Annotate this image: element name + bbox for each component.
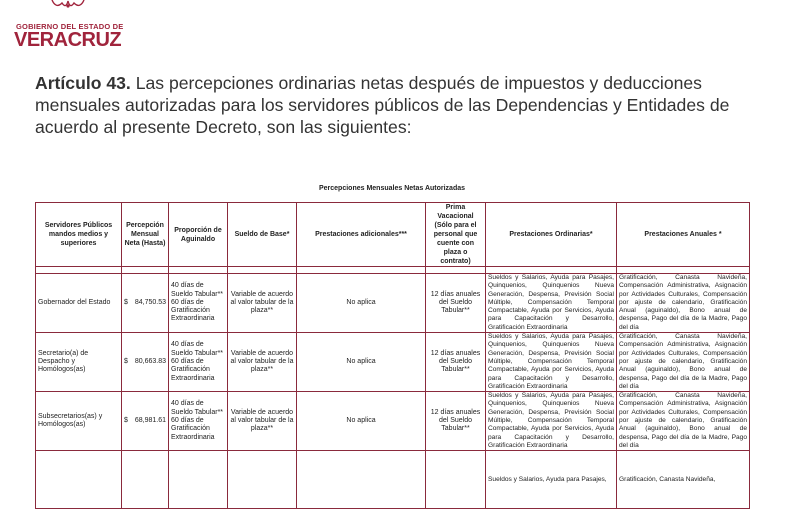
table-row bbox=[36, 451, 750, 509]
veracruz-logo bbox=[14, 0, 124, 50]
cell-currency: $ bbox=[124, 298, 128, 306]
cell-ordinarias: Sueldos y Salarios, Ayuda para Pasajes, Quinquenios, Quinquenios Nueva Generación, Despensa, Previsión Social Múltiple, Compensación Temporal Compactable, Ayuda por Servicios, Ayuda para Capacitación y Desarrollo, Gratificación Extraordinaria bbox=[486, 333, 617, 392]
state-emblem-icon bbox=[48, 0, 88, 10]
cell-adicionales: No aplica bbox=[297, 333, 426, 392]
article-43-paragraph bbox=[35, 72, 770, 138]
cell-position: Secretario(a) de Despacho y Homólogos(as) bbox=[36, 333, 122, 392]
cell-sueldo: Variable de acuerdo al valor tabular de la plaza** bbox=[228, 392, 297, 451]
cell-amount-value: 84,750.53 bbox=[134, 298, 166, 306]
table-spacer-row bbox=[36, 267, 750, 274]
cell-amount bbox=[122, 392, 169, 451]
cell-prima: 12 días anuales del Sueldo Tabular** bbox=[426, 392, 486, 451]
cell-anuales: Gratificación, Canasta Navideña, Compensación Administrativa, Asignación por Actividades Culturales, Compensación por ajuste de calendario, Gratificación Anual (aguinaldo), Bono anual de despensa, Pago del día de la Madre, Pago del día bbox=[617, 333, 750, 392]
cell-currency: $ bbox=[124, 417, 128, 425]
cell-ordinarias: Sueldos y Salarios, Ayuda para Pasajes, Quinquenios, Quinquenios Nueva Generación, Despensa, Previsión Social Múltiple, Compensación Temporal Compactable, Ayuda por Servicios, Ayuda para Capacitación y Desarrollo, Gratificación Extraordinaria bbox=[486, 392, 617, 451]
table-row bbox=[36, 274, 750, 333]
logo-government-text: GOBIERNO DEL ESTADO DE bbox=[16, 22, 124, 31]
cell-aguinaldo: 40 días de Sueldo Tabular** 60 días de Gratificación Extraordinaria bbox=[169, 333, 228, 392]
cell-amount-value: 80,663.83 bbox=[134, 357, 166, 365]
header-sueldo-base: Sueldo de Base* bbox=[228, 203, 297, 267]
table-row bbox=[36, 333, 750, 392]
cell-position: Subsecretarios(as) y Homólogos(as) bbox=[36, 392, 122, 451]
cell-prima: 12 días anuales del Sueldo Tabular** bbox=[426, 274, 486, 333]
table-row bbox=[36, 392, 750, 451]
cell-sueldo: Variable de acuerdo al valor tabular de la plaza** bbox=[228, 333, 297, 392]
cell-anuales: Gratificación, Canasta Navideña, Compensación Administrativa, Asignación por Actividades Culturales, Compensación por ajuste de calendario, Gratificación Anual (aguinaldo), Bono anual de despensa, Pago del día de la Madre, Pago del día bbox=[617, 274, 750, 333]
article-text: Las percepciones ordinarias netas después de impuestos y deducciones mensuales autorizadas para los servidores públicos de las Dependencias y Entidades de acuerdo al presente Decreto, son las siguientes: bbox=[35, 73, 730, 137]
logo-state-name: VERACRUZ bbox=[14, 29, 122, 51]
header-percepcion: Percepción Mensual Neta (Hasta) bbox=[122, 203, 169, 267]
cell-anuales: Gratificación, Canasta Navideña, bbox=[617, 451, 750, 509]
cell-prima: 12 días anuales del Sueldo Tabular** bbox=[426, 333, 486, 392]
cell-ordinarias: Sueldos y Salarios, Ayuda para Pasajes, bbox=[486, 451, 617, 509]
article-label: Artículo 43. bbox=[35, 73, 131, 93]
cell-aguinaldo: 40 días de Sueldo Tabular** 60 días de Gratificación Extraordinaria bbox=[169, 392, 228, 451]
cell-amount-value: 68,981.61 bbox=[134, 417, 166, 425]
cell-currency: $ bbox=[124, 357, 128, 365]
table-header-row bbox=[36, 203, 750, 267]
cell-amount bbox=[122, 333, 169, 392]
cell-ordinarias: Sueldos y Salarios, Ayuda para Pasajes, Quinquenios, Quinquenios Nueva Generación, Despensa, Previsión Social Múltiple, Compensación Temporal Compactable, Ayuda por Servicios, Ayuda para Capacitación y Desarrollo, Gratificación Extraordinaria bbox=[486, 274, 617, 333]
header-aguinaldo: Proporción de Aguinaldo bbox=[169, 203, 228, 267]
cell-anuales: Gratificación, Canasta Navideña, Compensación Administrativa, Asignación por Actividades Culturales, Compensación por ajuste de calendario, Gratificación Anual (aguinaldo), Bono anual de despensa, Pago del día de la Madre, Pago del día bbox=[617, 392, 750, 451]
cell-amount bbox=[122, 274, 169, 333]
header-servidores: Servidores Públicos mandos medios y superiores bbox=[36, 203, 122, 267]
compensation-table bbox=[35, 202, 750, 509]
cell-adicionales: No aplica bbox=[297, 392, 426, 451]
cell-adicionales: No aplica bbox=[297, 274, 426, 333]
table-title: Percepciones Mensuales Netas Autorizadas bbox=[318, 185, 466, 192]
cell-sueldo: Variable de acuerdo al valor tabular de la plaza** bbox=[228, 274, 297, 333]
header-prestaciones-adicionales: Prestaciones adicionales*** bbox=[297, 203, 426, 267]
cell-aguinaldo: 40 días de Sueldo Tabular** 60 días de Gratificación Extraordinaria bbox=[169, 274, 228, 333]
header-prestaciones-anuales: Prestaciones Anuales * bbox=[617, 203, 750, 267]
header-prima-vacacional: Prima Vacacional (Sólo para el personal que cuente con plaza o contrato) bbox=[426, 203, 486, 267]
header-prestaciones-ordinarias: Prestaciones Ordinarias* bbox=[486, 203, 617, 267]
cell-position: Gobernador del Estado bbox=[36, 274, 122, 333]
